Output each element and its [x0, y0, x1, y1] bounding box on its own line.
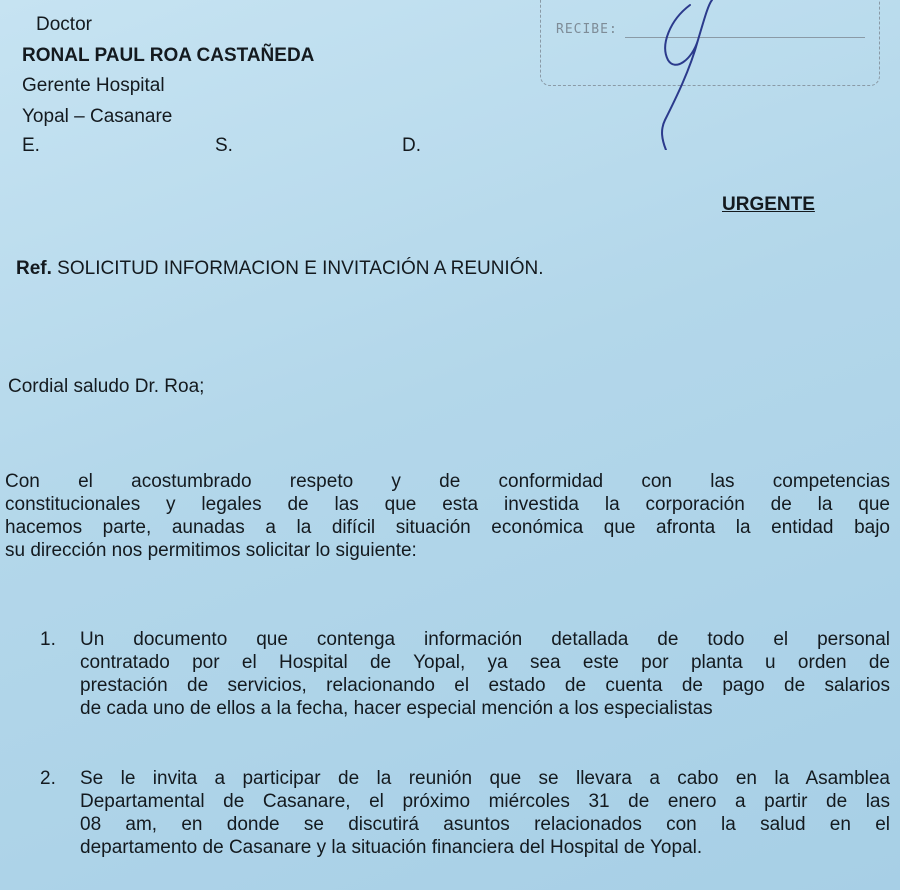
- item-line: 08 am, en donde se discutirá asuntos relacionados con la salud en el: [80, 814, 890, 835]
- intro-line: su dirección nos permitimos solicitar lo siguiente:: [5, 540, 417, 561]
- intro-paragraph: [5, 470, 890, 562]
- esd-s: S.: [215, 135, 233, 156]
- item-line: Se le invita a participar de la reunión que se llevara a cabo en la Asamblea: [80, 768, 890, 789]
- reference-line: [16, 258, 544, 280]
- salutation: Cordial saludo Dr. Roa;: [8, 376, 205, 397]
- item-text: [80, 628, 890, 720]
- item-number: 2.: [40, 768, 56, 789]
- reference-text: SOLICITUD INFORMACION E INVITACIÓN A REUNIÓN.: [51, 258, 544, 279]
- recipient-position: Gerente Hospital: [22, 75, 165, 96]
- recipient-title: Doctor: [36, 14, 92, 35]
- stamp-label: RECIBE:: [556, 22, 618, 37]
- handwritten-signature: [630, 0, 740, 150]
- item-text: [80, 767, 890, 859]
- item-line: Departamental de Casanare, el próximo miércoles 31 de enero a partir de las: [80, 791, 890, 812]
- item-line: contratado por el Hospital de Yopal, ya sea este por planta u orden de: [80, 652, 890, 673]
- item-line: Un documento que contenga información detallada de todo el personal: [80, 629, 890, 650]
- recipient-name: RONAL PAUL ROA CASTAÑEDA: [22, 45, 315, 66]
- reference-label: Ref.: [16, 258, 52, 279]
- intro-line: constitucionales y legales de las que esta investida la corporación de la que: [5, 494, 890, 515]
- esd-e: E.: [22, 135, 40, 156]
- item-line: prestación de servicios, relacionando el estado de cuenta de pago de salarios: [80, 675, 890, 696]
- intro-line: Con el acostumbrado respeto y de conformidad con las competencias: [5, 471, 890, 492]
- intro-line: hacemos parte, aunadas a la difícil situación económica que afronta la entidad bajo: [5, 517, 890, 538]
- item-number: 1.: [40, 629, 56, 650]
- esd-d: D.: [402, 135, 421, 156]
- urgent-label: URGENTE: [722, 194, 815, 215]
- item-line: de cada uno de ellos a la fecha, hacer especial mención a los especialistas: [80, 698, 713, 719]
- item-line: departamento de Casanare y la situación financiera del Hospital de Yopal.: [80, 837, 703, 858]
- recipient-location: Yopal – Casanare: [22, 106, 173, 127]
